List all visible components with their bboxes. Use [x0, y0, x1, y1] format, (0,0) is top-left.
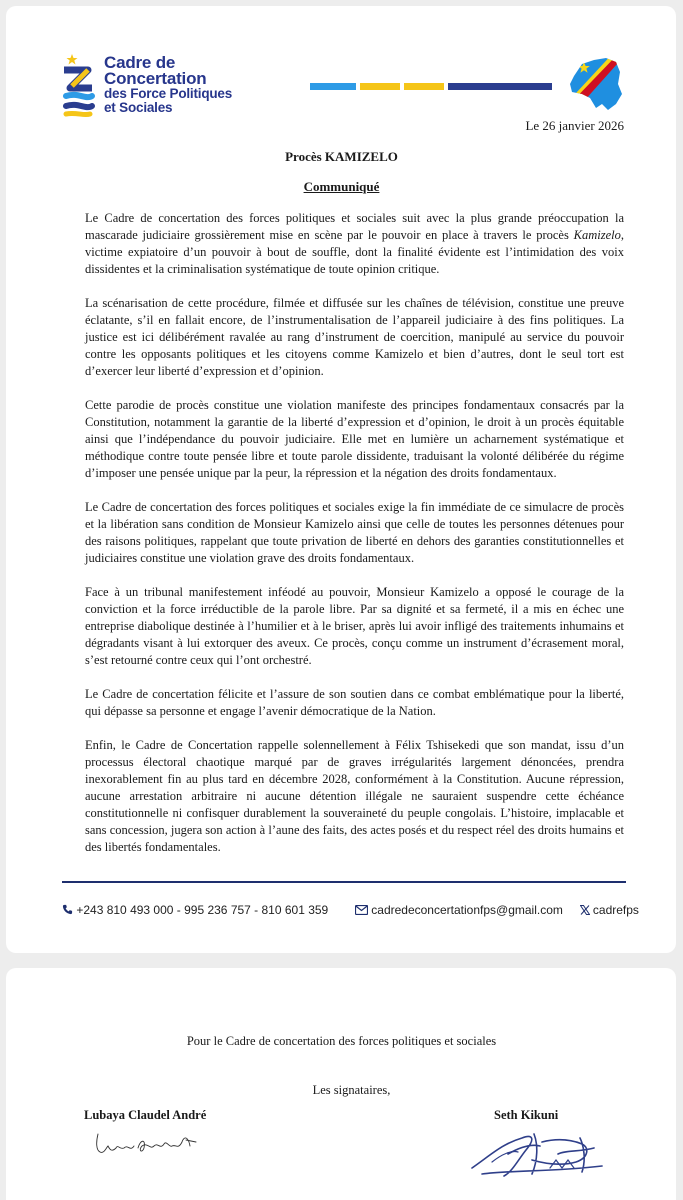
drc-flag-map-icon [568, 54, 624, 112]
contact-footer [62, 902, 639, 917]
org-name-line-1: Cadre de [104, 53, 176, 72]
signatories-label: Les signataires, [312, 1083, 391, 1097]
header-stripe-2 [360, 83, 400, 90]
footer-divider [62, 881, 626, 883]
x-logo-icon [580, 905, 590, 915]
paragraph-3: Cette parodie de procès constitue une violation manifeste des principes fondamentaux consacrés par la Constitution, notamment la garantie de la liberté d’expression et d’opinion, le droit à un procès équitable ainsi que l’indépendance du pouvoir judiciaire. Elle met en lumière un acharnement systématique et méthodique contre toute pensée libre et toute parole dissidente, traduisant la volonté délibérée du régime d’imposer une pensée unique par la peur, la répression et la négation des droits fondamentaux. [85, 398, 624, 480]
paragraph-7: Enfin, le Cadre de Concertation rappelle solennellement à Félix Tshisekedi que son mandat, issu d’un processus électoral chaotique marqué par de graves irrégularités largement dénoncées, prendra inexorablement fin au plus tard en décembre 2028, conformément à la Constitution. Aucune répression, aucune arrestation arbitraire ni aucune détention illégale ne sauraient suspendre cette échéance constitutionnelle ni confisquer durablement la souveraineté du peuple congolais. L’histoire, implacable et sans concession, jugera son action à l’aune des faits, des actes posés et du respect réel des droits humains et des libertés fondamentales. [85, 738, 624, 854]
email-icon [355, 905, 368, 915]
paragraph-2: La scénarisation de cette procédure, filmée et diffusée sur les chaînes de télévision, constitue une preuve éclatante, s’il en fallait encore, de l’instrumentalisation de l’appareil judiciaire à des fins politiques. La justice est ici délibérément ravalée au rang d’instrument de coercition, manipulé au service du pouvoir contre les opposants politiques et les citoyens comme Kamizelo et bien d’autres, dont le seul tort est d’exercer leur liberté d’expression et d’opinion. [85, 296, 624, 378]
paragraph-1: Le Cadre de concertation des forces politiques et sociales suit avec la plus grande préoccupation la mascarade judiciaire grossièrement mise en scène par le pouvoir en place à travers le procès Kamizelo, victime expiatoire d’un pouvoir à bout de souffle, dont la finalité évidente est l’intimidation des voix dissidentes et la criminalisation systématique de toute opinion critique. [85, 211, 624, 276]
phone-numbers[interactable]: +243 810 493 000 - 995 236 757 - 810 601 359 [76, 902, 329, 917]
document-subtitle: Communiqué [303, 179, 380, 194]
paragraph-4: Le Cadre de concertation des forces politiques et sociales exige la fin immédiate de ce simulacre de procès et la libération sans condition de Monsieur Kamizelo ainsi que celle de toutes les personnes détenues pour des raisons politiques, rappelant que toute privation de liberté en dehors des garanties constitutionnelles et judiciaires constitue une violation grave des droits fondamentaux. [85, 500, 624, 565]
handwritten-signature-left [92, 1128, 202, 1164]
org-name-line-4: et Sociales [104, 100, 173, 115]
paragraph-5: Face à un tribunal manifestement inféodé au pouvoir, Monsieur Kamizelo a opposé le courage de la conviction et la force irréductible de la parole libre. Par sa dignité et sa fermeté, il a mis en échec une entreprise diabolique destinée à l’humilier et à le briser, après lui avoir infligé des traitements inhumains et dégradants visant à lui extorquer des aveux. Ce procès, conçu comme un instrument d’écrasement moral, s’est retourné contre ceux qui l’ont orchestré. [85, 585, 624, 667]
paragraph-6: Le Cadre de concertation félicite et l’assure de son soutien dans ce combat emblématique pour la liberté, qui dépasse sa personne et engage l’avenir démocratique de la Nation. [85, 687, 624, 718]
org-name-line-3: des Force Politiques [104, 86, 233, 101]
email-address[interactable]: cadredeconcertationfps@gmail.com [371, 902, 563, 917]
organization-logo-icon [58, 52, 100, 118]
signatory-name-right: Seth Kikuni [494, 1108, 559, 1122]
org-name-line-2: Concertation [104, 69, 207, 88]
signatory-name-left: Lubaya Claudel André [84, 1108, 207, 1122]
header-stripe-3 [404, 83, 444, 90]
handwritten-signature-right [462, 1124, 612, 1184]
x-handle[interactable]: cadrefps [592, 902, 639, 917]
header-stripe-1 [310, 83, 356, 90]
header-stripe-4 [448, 83, 552, 90]
communique-body [85, 210, 624, 873]
organization-name [104, 55, 232, 115]
phone-icon [62, 904, 73, 915]
document-title: Procès KAMIZELO [285, 149, 398, 164]
signature-preamble: Pour le Cadre de concertation des forces politiques et sociales [186, 1034, 497, 1048]
document-date: Le 26 janvier 2026 [525, 118, 624, 133]
defendant-name-italic: Kamizelo [573, 228, 621, 242]
